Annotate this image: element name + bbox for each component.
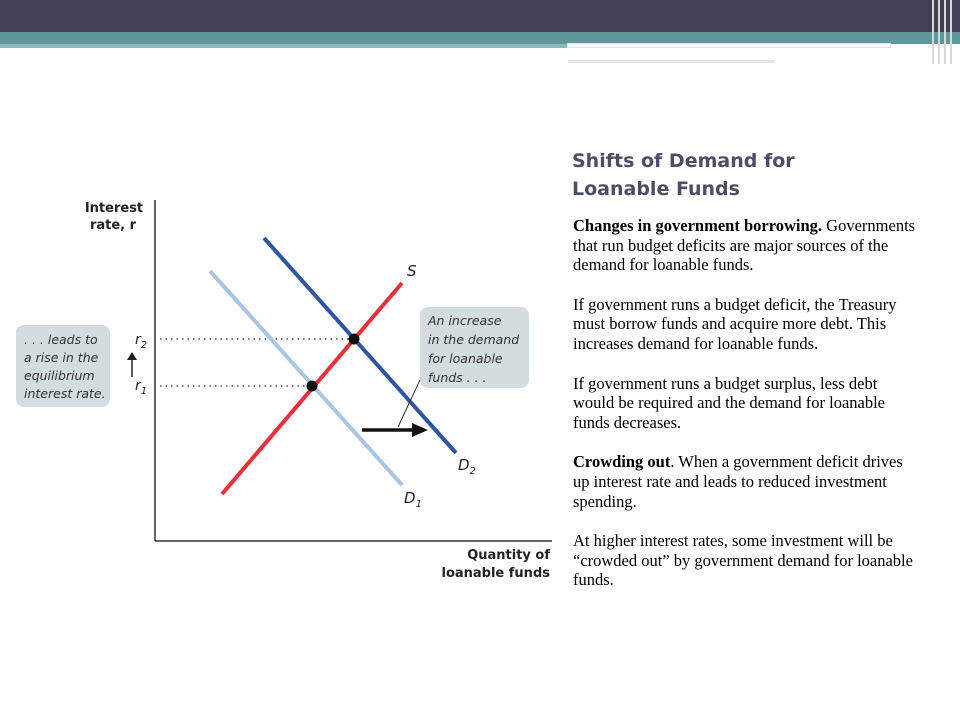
x-axis-label-line2: loanable funds — [441, 566, 550, 581]
callout-pointer — [398, 380, 420, 427]
rate-rise-arrow-head — [127, 352, 137, 360]
decorative-stripes — [930, 0, 960, 64]
accent-line-1 — [568, 44, 890, 47]
paragraph-government-borrowing: Changes in government borrowing. Governments that run budget deficits are major sources of the demand for loanable funds. — [573, 216, 916, 275]
paragraph-budget-deficit: If government runs a budget deficit, the Treasury must borrow funds and acquire more debt. This increases demand for loanable funds. — [573, 294, 897, 353]
y-axis-label-line2: rate, r — [89, 218, 137, 233]
equilibrium-point-e1 — [307, 381, 318, 392]
supply-label: S — [407, 262, 417, 280]
slide-body — [573, 216, 918, 610]
paragraph-crowded-out-investment: At higher interest rates, some investment will be “crowded out” by government demand for loanable funds. — [573, 531, 913, 590]
r2-label: $r_2$ — [135, 332, 148, 351]
loanable-funds-diagram — [0, 180, 560, 600]
rate-rise-callout-text: . . . leads to a rise in the equilibrium interest rate. — [24, 332, 106, 401]
demand-shift-arrow-head — [412, 423, 428, 437]
demand-curve-d1 — [210, 271, 402, 485]
teal-light-band — [0, 44, 568, 48]
teal-band — [0, 32, 960, 44]
r1-label: $r_1$ — [135, 378, 148, 397]
d1-label: $D_1$ — [404, 489, 422, 510]
demand-increase-callout-text: An increase in the demand for loanable funds . . . — [428, 313, 520, 385]
paragraph-budget-surplus: If government runs a budget surplus, less debt would be required and the demand for loanable funds decreases. — [573, 373, 886, 432]
paragraph-crowding-out: Crowding out. When a government deficit drives up interest rate and leads to reduced investment spending. — [573, 452, 903, 511]
equilibrium-point-e2 — [349, 334, 360, 345]
accent-line-2 — [568, 60, 774, 63]
y-axis-label: Interest — [84, 201, 144, 216]
x-axis-label: Quantity of — [467, 548, 550, 563]
slide-title: Shifts of Demand for Loanable Funds — [572, 150, 795, 200]
d2-label: $D_2$ — [458, 456, 476, 477]
top-bar — [0, 0, 960, 32]
